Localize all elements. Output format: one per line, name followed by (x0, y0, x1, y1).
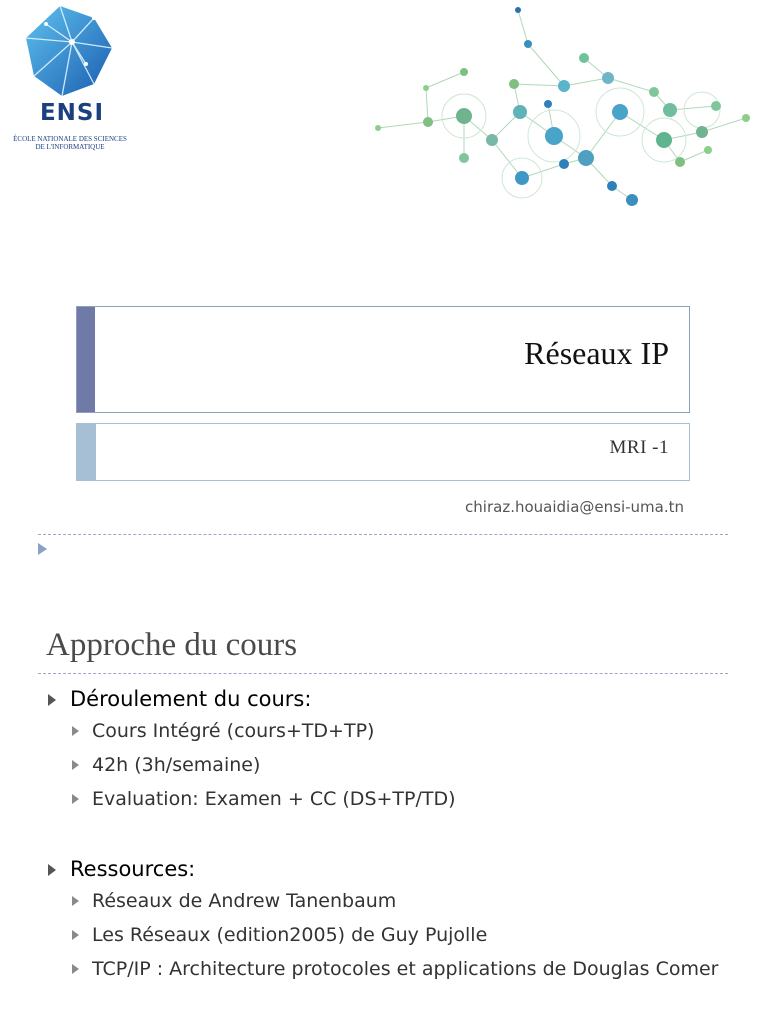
sub-bullet-text: Réseaux de Andrew Tanenbaum (92, 890, 397, 912)
section-ressources (46, 854, 736, 983)
sub-bullet (46, 884, 736, 918)
title-placeholder (76, 306, 690, 413)
logo-subtitle-line-1: ÉCOLE NATIONALE DES SCIENCES (13, 135, 127, 143)
bullet-triangle-icon (48, 694, 56, 706)
logo-subtitle (6, 135, 134, 151)
bullet-heading-text: Déroulement du cours: (70, 687, 312, 711)
footer-divider (38, 534, 728, 535)
ensi-logo (6, 4, 132, 154)
sub-bullet (46, 714, 736, 748)
sub-bullet (46, 952, 736, 983)
sub-bullet-triangle-icon (72, 896, 79, 906)
sub-bullet-triangle-icon (72, 964, 79, 974)
subtitle-accent-bar (77, 424, 96, 480)
bullet-list (46, 684, 736, 983)
bullet-heading-text: Ressources: (70, 857, 196, 881)
sub-bullet-text: TCP/IP : Architecture protocoles et applications de Douglas Comer (92, 958, 719, 980)
author-email: chiraz.houaidia@ensi-uma.tn (465, 498, 684, 516)
sub-bullet-triangle-icon (72, 760, 79, 770)
section-deroulement (46, 684, 736, 816)
network-graphic (368, 0, 760, 222)
title-divider (38, 673, 728, 674)
sub-bullet-triangle-icon (72, 930, 79, 940)
bullet-heading (46, 684, 736, 714)
sub-bullet-text: 42h (3h/semaine) (92, 754, 261, 776)
sub-bullet (46, 918, 736, 952)
sub-bullet-text: Les Réseaux (edition2005) de Guy Pujolle (92, 924, 488, 946)
sub-bullet (46, 748, 736, 782)
sub-bullet-text: Evaluation: Examen + CC (DS+TP/TD) (92, 788, 456, 810)
sub-bullet-triangle-icon (72, 726, 79, 736)
bullet-heading (46, 854, 736, 884)
sub-bullet-triangle-icon (72, 794, 79, 804)
crystal-icon (16, 4, 120, 98)
sub-bullet-text: Cours Intégré (cours+TD+TP) (92, 720, 375, 742)
logo-subtitle-line-2: DE L'INFORMATIQUE (35, 143, 105, 151)
section-title: Approche du cours (46, 627, 298, 663)
sub-bullet (46, 782, 736, 816)
title-accent-bar (77, 307, 95, 412)
bullet-triangle-icon (48, 864, 56, 876)
footer-arrow-icon (38, 543, 47, 555)
slide-title: Réseaux IP (524, 335, 669, 371)
subtitle-placeholder (76, 423, 690, 481)
logo-name: ENSI (39, 100, 105, 126)
slide-subtitle: MRI -1 (609, 437, 669, 458)
